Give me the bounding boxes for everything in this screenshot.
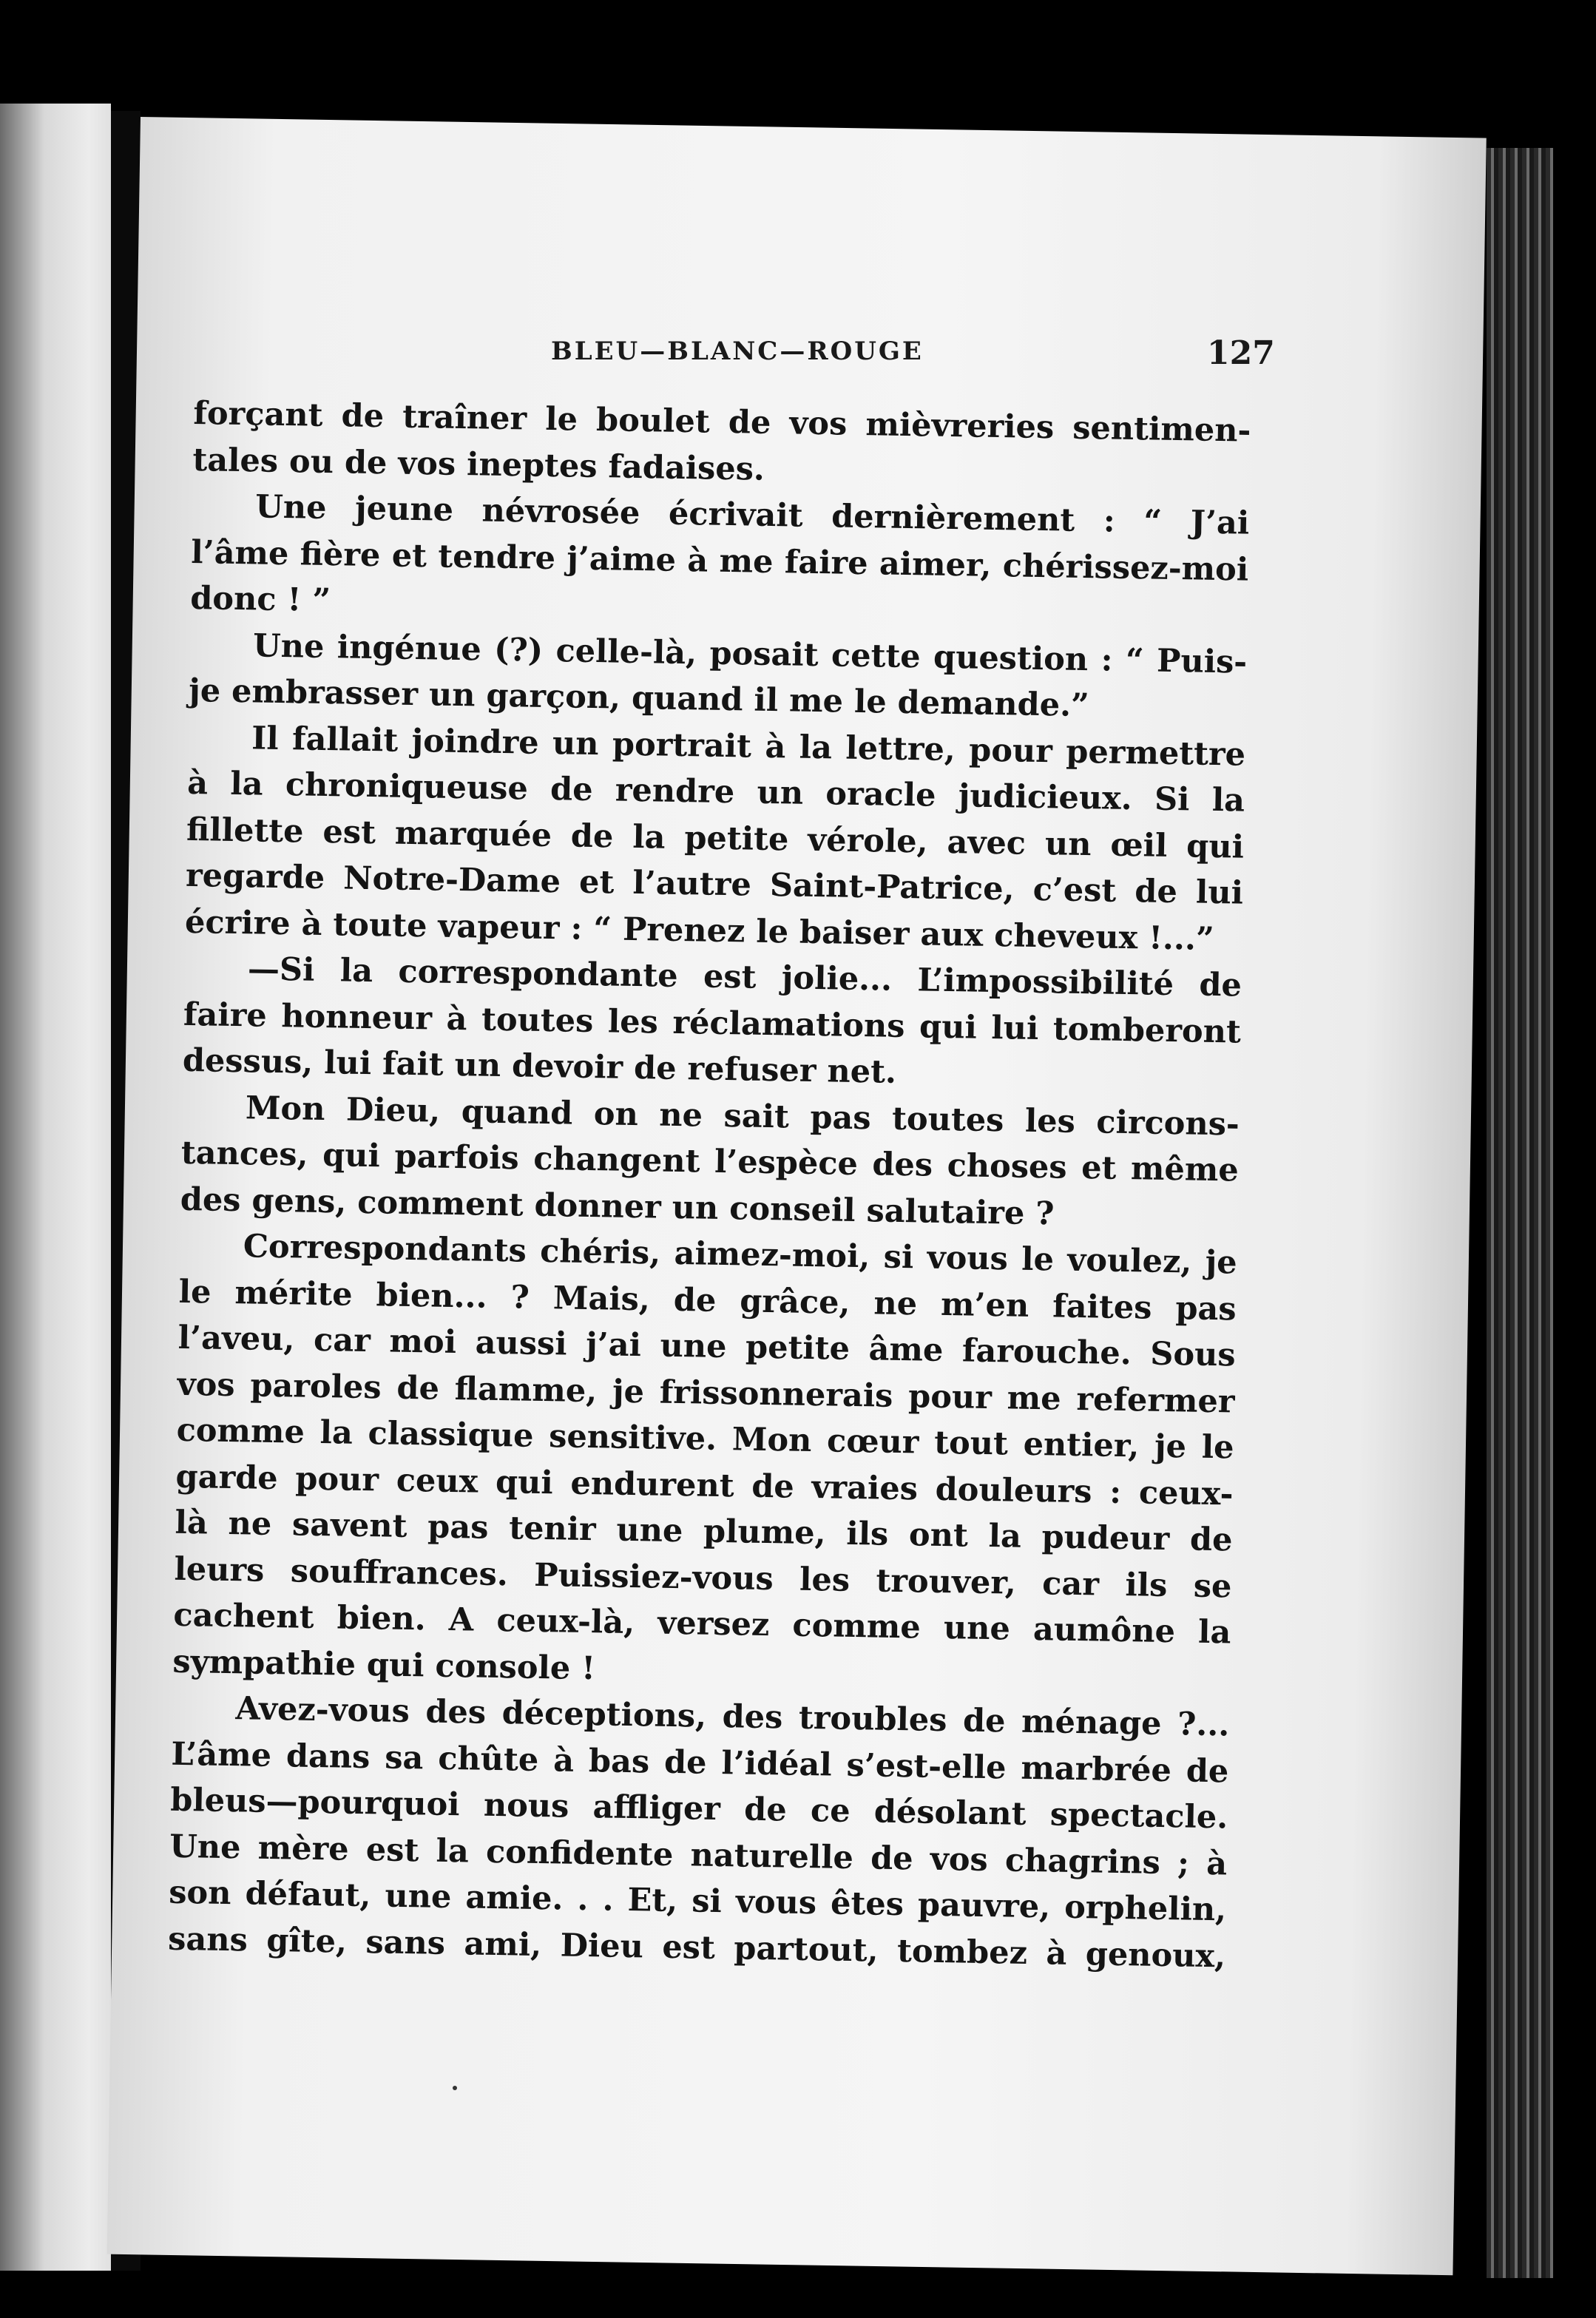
- text-line: à la chroniqueuse de rendre un oracle judicieux. Si la: [186, 764, 1245, 820]
- text-line: fillette est marquée de la petite vérole, avec un œil qui: [186, 811, 1245, 866]
- facing-page-edge: [0, 104, 111, 2271]
- text-line: bleus—pourquoi nous affliger de ce désolant spectacle.: [169, 1781, 1228, 1837]
- text-line: Une jeune névrosée écrivait dernièrement : “ J’ai: [254, 488, 1250, 542]
- text-line: garde pour ceux qui endurent de vraies douleurs : ceux-: [175, 1458, 1234, 1513]
- text-line: L’âme dans sa chûte à bas de l’idéal s’est-elle marbrée de: [171, 1735, 1229, 1790]
- text-line: le mérite bien... ? Mais, de grâce, ne m’en faites pas: [178, 1273, 1237, 1328]
- text-line: tances, qui parfois changent l’espèce des choses et même: [180, 1134, 1240, 1189]
- page-stack-edge: [1487, 148, 1553, 2278]
- text-line: forçant de traîner le boulet de vos mièvreries sentimen-: [193, 394, 1251, 450]
- speck: [453, 2086, 457, 2090]
- text-line: sans gîte, sans ami, Dieu est partout, tombez à genoux,: [167, 1920, 1226, 1975]
- text-line: Mon Dieu, quand on ne sait pas toutes les circons-: [245, 1089, 1240, 1143]
- body-text: [168, 391, 1251, 1979]
- text-line: des gens, comment donner un conseil salutaire ?: [180, 1180, 1055, 1232]
- text-line: l’aveu, car moi aussi j’ai une petite âme farouche. Sous: [177, 1319, 1236, 1374]
- text-line: comme la classique sensitive. Mon cœur tout entier, je le: [176, 1411, 1234, 1467]
- text-line: dessus, lui fait un devoir de refuser net.: [182, 1041, 897, 1091]
- text-line: Correspondants chéris, aimez-moi, si vous le voulez, je: [243, 1228, 1238, 1282]
- text-line: Il fallait joindre un portrait à la lettre, pour permettre: [251, 719, 1246, 774]
- text-line: cachent bien. A ceux-là, versez comme une aumône la: [173, 1596, 1231, 1652]
- page-number: 127: [1207, 334, 1275, 372]
- text-line: je embrasser un garçon, quand il me le demande.”: [188, 672, 1090, 725]
- text-line: Une ingénue (?) celle-là, posait cette question : “ Puis-: [252, 626, 1248, 681]
- text-line: vos paroles de flamme, je frissonnerais pour me refermer: [177, 1365, 1235, 1421]
- text-line: donc ! ”: [189, 579, 331, 620]
- text-line: là ne savent pas tenir une plume, ils ont la pudeur de: [175, 1504, 1233, 1559]
- text-line: Avez-vous des déceptions, des troubles de ménage ?...: [235, 1690, 1230, 1744]
- text-line: faire honneur à toutes les réclamations qui lui tomberont: [183, 996, 1242, 1051]
- text-line: Une mère est la confidente naturelle de vos chagrins ; à: [169, 1828, 1228, 1882]
- text-line: leurs souffrances. Puissiez-vous les trouver, car ils se: [174, 1550, 1232, 1605]
- running-head: BLEU—BLANC—ROUGE: [551, 337, 924, 366]
- text-line: son défaut, une amie. . . Et, si vous êtes pauvre, orphelin,: [168, 1873, 1227, 1929]
- text-line: tales ou de vos ineptes fadaises.: [192, 441, 765, 488]
- text-line: l’âme fière et tendre j’aime à me faire aimer, chérissez-moi: [190, 533, 1249, 589]
- text-line: sympathie qui console !: [172, 1643, 596, 1687]
- text-line: —Si la correspondante est jolie... L’impossibilité de: [247, 950, 1242, 1004]
- text-line: regarde Notre-Dame et l’autre Saint-Patrice, c’est de lui: [185, 856, 1244, 912]
- text-line: écrire à toute vapeur : “ Prenez le baiser aux cheveux !...”: [184, 903, 1215, 958]
